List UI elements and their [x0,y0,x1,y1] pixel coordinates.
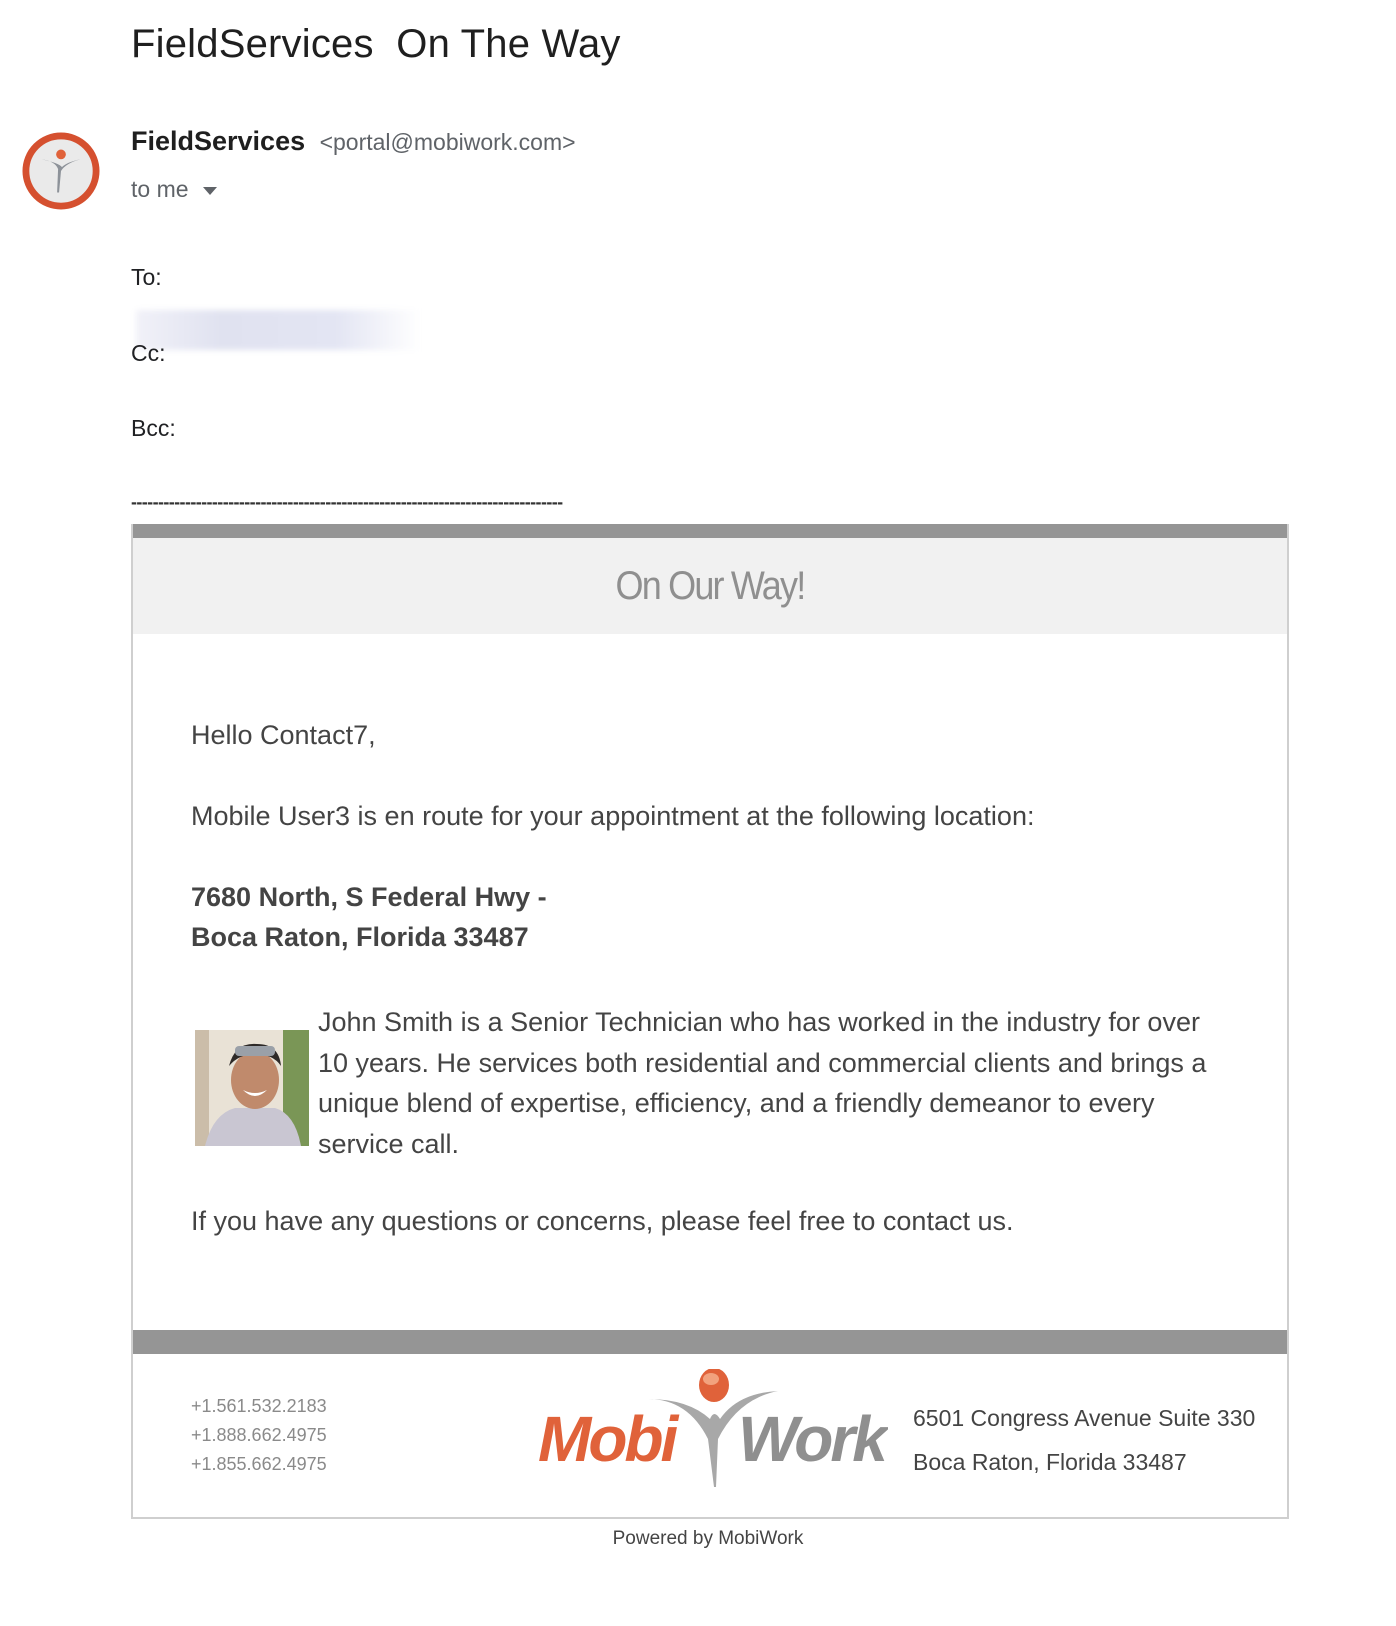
sender-line [131,126,576,157]
phone-number[interactable]: +1.888.662.4975 [191,1425,327,1445]
closing-text: If you have any questions or concerns, please feel free to contact us. [191,1206,1014,1236]
mobiwork-logo [538,1369,888,1489]
sender-avatar-icon[interactable] [22,132,100,210]
powered-by: Powered by MobiWork [612,1528,804,1549]
office-line-2: Boca Raton, Florida 33487 [913,1449,1187,1475]
logo-text-left: Mobi [538,1403,676,1475]
footer-bar [133,1330,1287,1354]
cc-label: Cc: [131,340,166,366]
sender-email: <portal@mobiwork.com> [319,129,576,155]
bcc-label: Bcc: [131,415,176,441]
greeting: Hello Contact7, [191,720,376,750]
technician-bio: John Smith is a Senior Technician who has worked in the industry for over 10 years. He services both residential and commercial clients and brings a unique blend of expertise, efficiency, and a friendly demeanor to every service call. [318,1007,1207,1159]
technician-photo [195,1030,309,1146]
intro-text: Mobile User3 is en route for your appointment at the following location: [191,801,1035,831]
caret-down-icon [203,187,217,195]
recipient-summary: to me [131,176,189,202]
redacted-recipient [136,310,421,350]
recipient-details-toggle[interactable] [131,176,217,203]
separator-line: -------------------------------------------------------------------------------- [131,492,563,512]
top-bar [133,524,1287,538]
to-label: To: [131,264,162,290]
logo-text-right: Work [738,1403,885,1475]
office-address [913,1396,1255,1484]
email-template-card [131,524,1289,1519]
office-line-1: 6501 Congress Avenue Suite 330 [913,1405,1256,1431]
banner [133,538,1287,634]
phone-list [191,1392,327,1479]
banner-title: On Our Way! [615,563,805,608]
technician-portrait-icon [195,1030,309,1146]
phone-number[interactable]: +1.855.662.4975 [191,1454,327,1474]
email-subject: FieldServices On The Way [131,22,621,66]
address-line-1: 7680 North, S Federal Hwy - [191,882,547,912]
sender-name[interactable]: FieldServices [131,126,306,156]
phone-number[interactable]: +1.561.532.2183 [191,1396,327,1416]
address-line-2: Boca Raton, Florida 33487 [191,922,529,952]
